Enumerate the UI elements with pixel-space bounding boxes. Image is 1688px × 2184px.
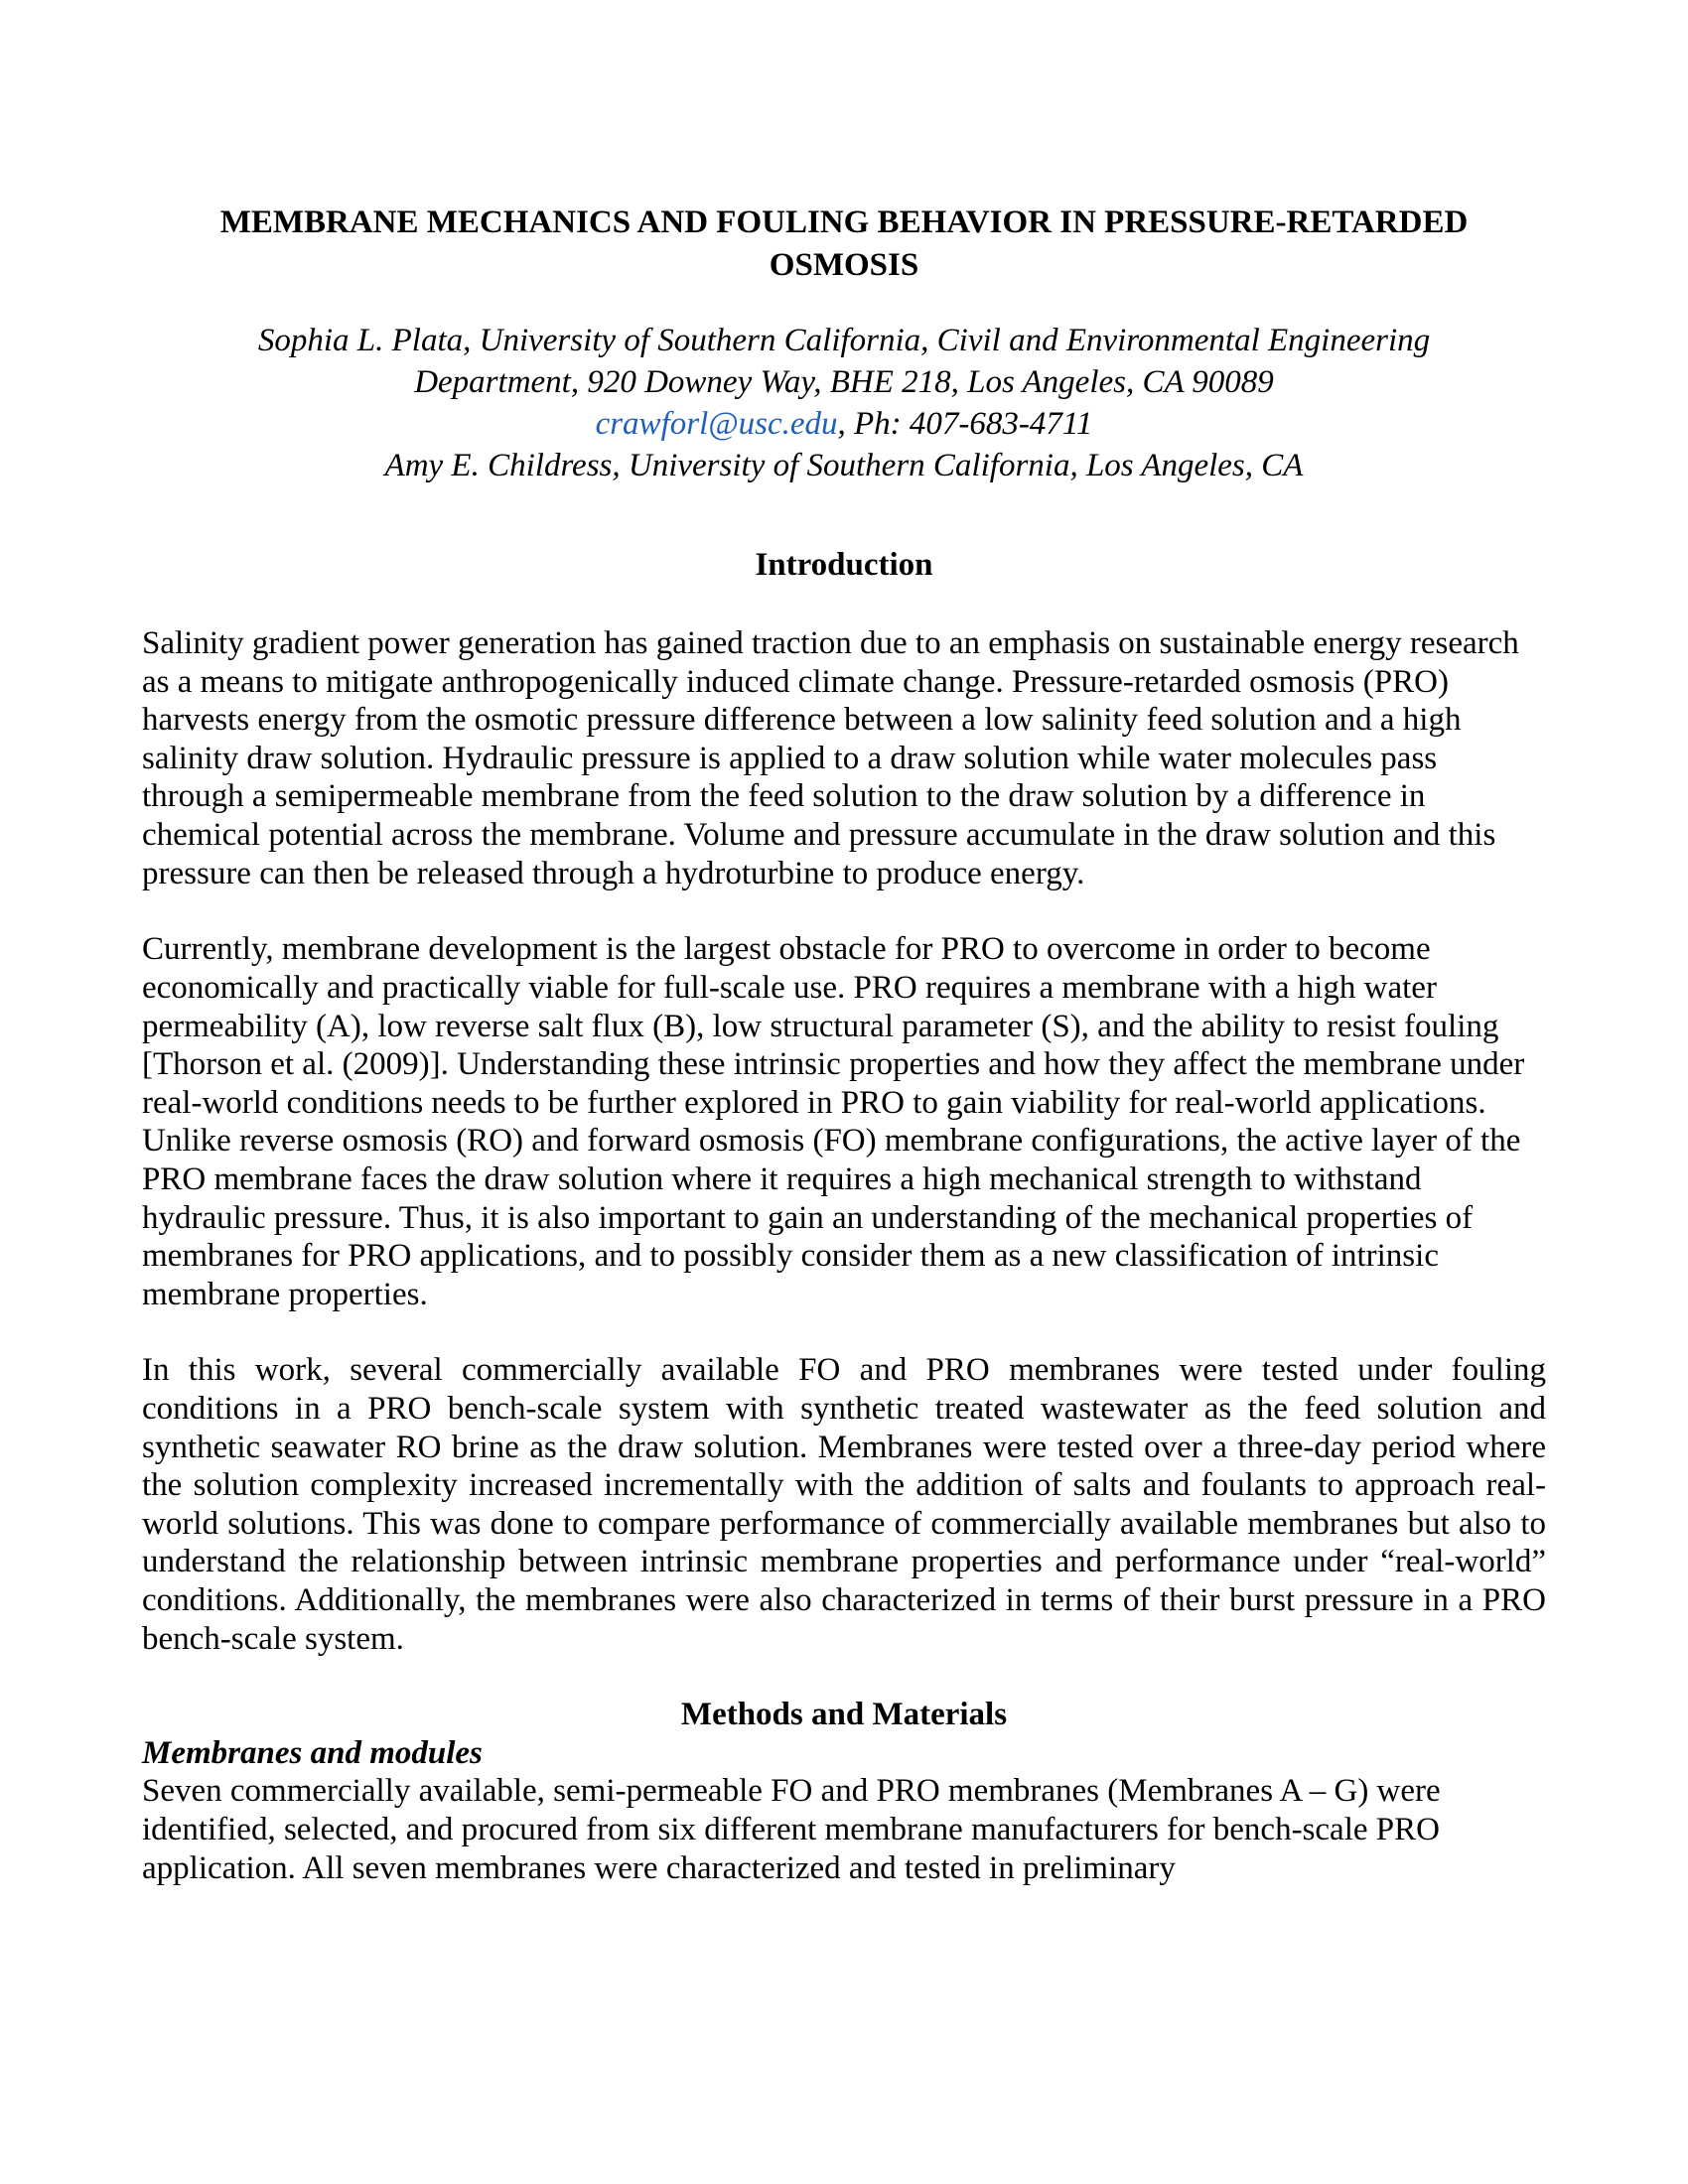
methods-heading: Methods and Materials [680, 1697, 1008, 1733]
introduction-paragraph-3: In this work, several commercially available FO and PRO membranes were tested under fouling conditions in a PRO bench-scale system with synthetic treated wastewater as the feed solution and synthetic seawater RO brine as the draw solution. Membranes were tested over a three-day period where the solution complexity increased incrementally with the addition of salts and foulants to approach real-world solutions. This was done to compare performance of commercially available membranes but also to understand the relationship between intrinsic membrane properties and performance under “real-world” conditions. Additionally, the membranes were also characterized in terms of their burst pressure in a PRO bench-scale system. [142, 1352, 1546, 1657]
author-contact-line [142, 404, 1546, 446]
introduction-paragraph-1: Salinity gradient power generation has gained traction due to an emphasis on sustainable energy research as a means to mitigate anthropogenically induced climate change. Pressure-retarded osmosis (PRO) harvests energy from the osmotic pressure difference between a low salinity feed solution and a high salinity draw solution. Hydraulic pressure is applied to a draw solution while water molecules pass through a semipermeable membrane from the feed solution to the draw solution by a difference in chemical potential across the membrane. Volume and pressure accumulate in the draw solution and this pressure can then be released through a hydroturbine to produce energy. [142, 625, 1519, 891]
introduction-heading: Introduction [755, 547, 933, 584]
paper-title [142, 202, 1546, 287]
membranes-modules-subheading: Membranes and modules [142, 1734, 483, 1771]
author-affiliation-line2: Department, 920 Downey Way, BHE 218, Los Angeles, CA 90089 [414, 363, 1274, 400]
author2-line: Amy E. Childress, University of Southern California, Los Angeles, CA [384, 447, 1304, 483]
phone-text: , Ph: 407-683-4711 [837, 405, 1093, 442]
email-link[interactable]: crawforl@usc.edu [595, 405, 838, 442]
introduction-paragraph-2: Currently, membrane development is the largest obstacle for PRO to overcome in order to become economically and practically viable for full-scale use. PRO requires a membrane with a high water permeability (A), low reverse salt flux (B), low structural parameter (S), and the ability to resist fouling [Thorson et al. (2009)]. Understanding these intrinsic properties and how they affect the membrane under real-world conditions needs to be further explored in PRO to gain viability for real-world applications. Unlike reverse osmosis (RO) and forward osmosis (FO) membrane configurations, the active layer of the PRO membrane faces the draw solution where it requires a high mechanical strength to withstand hydraulic pressure. Thus, it is also important to gain an understanding of the mechanical properties of membranes for PRO applications, and to possibly consider them as a new classification of intrinsic membrane properties. [142, 931, 1525, 1312]
paper-title-line1: MEMBRANE MECHANICS AND FOULING BEHAVIOR IN PRESSURE-RETARDED [219, 205, 1469, 240]
author-affiliation-line1: Sophia L. Plata, University of Southern California, Civil and Environmental Engineering [257, 322, 1431, 358]
author-block [142, 321, 1546, 487]
paper-title-line2: OSMOSIS [769, 246, 919, 283]
methods-paragraph-1: Seven commercially available, semi-permeable FO and PRO membranes (Membranes A – G) were identified, selected, and procured from six different membrane manufacturers for bench-scale PRO application. All seven membranes were characterized and tested in preliminary [142, 1773, 1441, 1886]
